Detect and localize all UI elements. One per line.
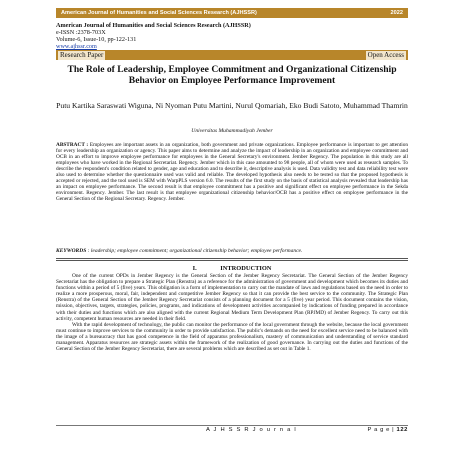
section-number: I. xyxy=(192,265,197,272)
author-list: Putu Kartika Saraswati Wiguna, Ni Nyoman Putu Martini, Nurul Qomariah, Eko Budi Satoto, Muhammad Thamrin xyxy=(56,101,408,110)
journal-info xyxy=(56,22,251,50)
divider-bottom xyxy=(56,260,408,261)
journal-url-link[interactable]: www.ajhssr.com xyxy=(56,43,97,50)
section-heading xyxy=(56,265,408,272)
body-paragraph: One of the current OPDs in Jember Regency is the General Section of the Jember Regency Secretariat. The General Section of the Jember Regency Secretariat has the obligation to prepare a Strategic Plan (Renstra) as a reference for the administration of government and development which becomes its duties and functions within a period of 5 (five) years. This obligation is a form of implementation to carry out the mandate of laws and regulations based on the need in order to realize a more prosperous, moral, fair, independent and competitive Jember Regency so that it can provide the best service to the community. The Strategic Plan (Renstra) of the General Section of the Jember Regency Secretariat consists of a planning document for a 5 (five) year period. This document contains the vision, mission, objectives, targets, strategies, policies, programs, and indications of development activities accompanied by indications of funding prepared in accordance with their duties and functions which are also aligned with the current Regional Medium Term Development Plan (RPJMD) of Jember Regency. To carry out this activity, competent human resources are needed in their field. xyxy=(56,273,408,322)
footer-page xyxy=(368,427,409,433)
banner-journal-name: American Journal of Humanities and Social Sciences Research (AJHSSR) xyxy=(61,10,257,16)
journal-name: American Journal of Humanities and Social Sciences Research (AJHSSR) xyxy=(56,22,251,29)
keywords-label: KEYWORDS xyxy=(56,248,87,254)
keywords-text: : leadership; employee commitment; organizational citizenship behavior; employee performance. xyxy=(87,248,303,254)
journal-banner xyxy=(56,8,408,18)
footer-journal: A J H S S R J o u r n a l xyxy=(206,427,297,433)
article-title: The Role of Leadership, Employee Commitment and Organizational Citizenship Behavior on Employee Performance Improvement xyxy=(67,64,397,86)
keywords xyxy=(56,248,408,254)
page-footer xyxy=(56,425,408,434)
journal-issn: e-ISSN :2378-703X xyxy=(56,29,106,36)
abstract-label: ABSTRACT : xyxy=(56,142,89,148)
body-paragraph: With the rapid development of technology, the public can monitor the performance of the local government through the website, because the local government must continue to improve services to the community in order to provide satisfaction. The public's demands on the need for excellent service need to be balanced with the image of a bureaucracy that has good competence in the field of apparatus professionalism, mastery of communication and understanding of service standard management. Apparatus resources are strategic assets within the framework of the realization of good governance. In carrying out the duties and functions of the General Section of the Jember Regency Secretariat, there are several problems which are described as set out in Table 1. xyxy=(56,321,408,353)
article-body xyxy=(56,273,408,352)
author-affiliation: Universitas Muhammadiyah Jember xyxy=(191,128,273,134)
open-access-label: Open Access xyxy=(367,50,404,59)
article-type-label: Research Paper xyxy=(60,50,104,59)
article-type-bar xyxy=(56,50,408,60)
journal-volume: Volume-6, Issue-10, pp-122-131 xyxy=(56,36,137,43)
abstract xyxy=(56,142,408,202)
footer-page-number: 122 xyxy=(396,427,408,433)
divider-top xyxy=(56,258,408,259)
banner-year: 2022 xyxy=(390,10,403,16)
section-title: INTRODUCTION xyxy=(220,265,272,272)
abstract-text: Employees are important assets in an organization, both government and private organizations. Employee performance is important to get attention for every leadership an organization or agency. This paper aims to determine and analyze the impact of leadership in an organization and employee commitment and OCB in an effort to improve employee performance for employees in the General Secretary's environment. Jember Regency. The population in this study are all employees who have worked in the Regional Secretariat. Regency. Jember which in this case amounted to 98 people, all of whom were used as research samples. To describe the respondent's condition related to gender, age and education and to describe it, descriptive analysis is used. Data validity test and data reliability test were also used to determine whether the questionnaire used was valid and reliable. The developed hypothesis also needs to be tested so that the proposed hypothesis is accepted or rejected, and the tool used is SEM with WarpPLS version 6.0. The results of the first study on the basis of statistical analysis revealed that leadership has an impact on employee performance. The second result is that employee commitment has a positive and significant effect on employee performance in the Sekda environment. Regency. Jember. The last result is that employee organizational citizenship behavior/OCB has a positive effect on employee performance in the General Section of the Regional Secretary. Regency. Jember. xyxy=(56,142,408,203)
footer-page-label: P a g e | xyxy=(367,427,395,433)
